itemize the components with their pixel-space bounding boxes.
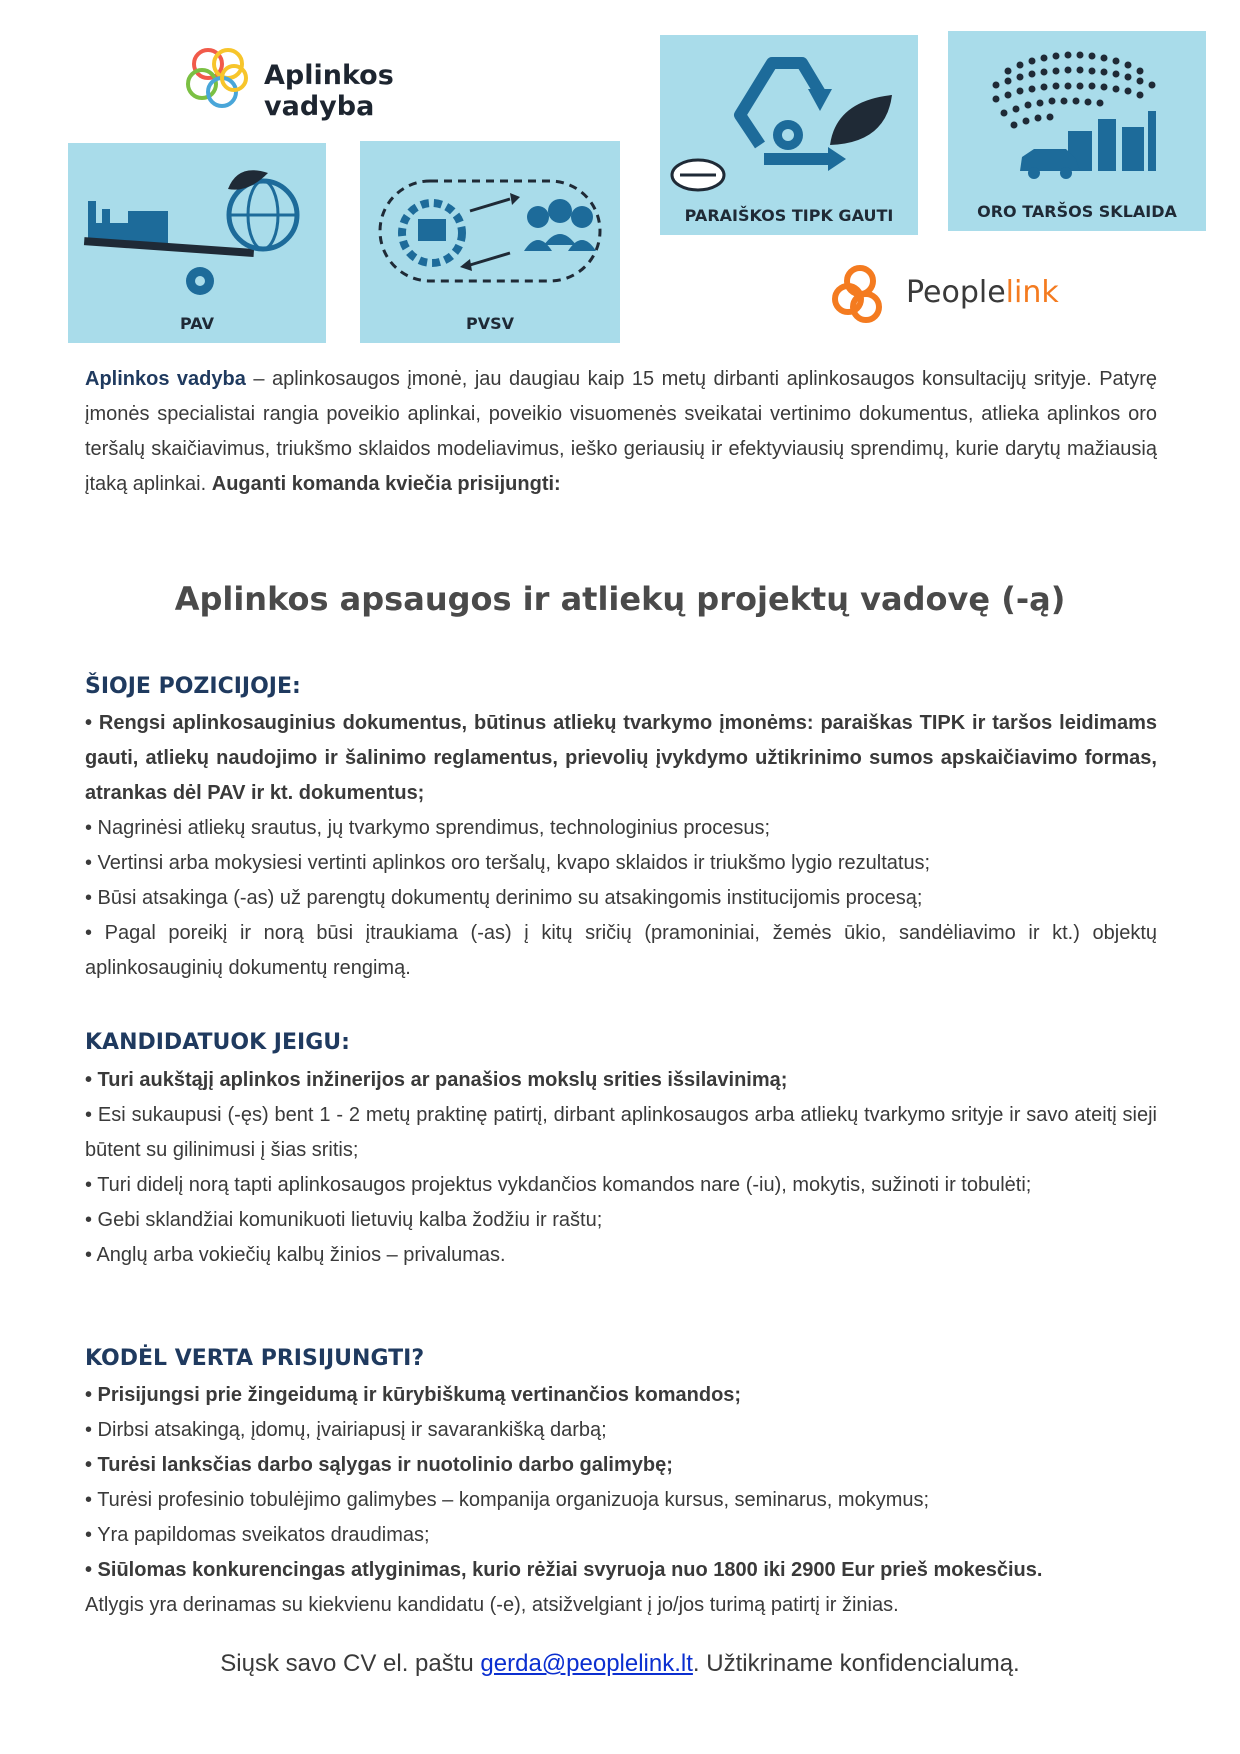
list-item: • Esi sukaupusi (-ęs) bent 1 - 2 metų praktinę patirtį, dirbant aplinkosaugos arba atliekų tvarkymo srityje ir savo ateitį sieji būtent su gilinimusi į šias sritis; (85, 1104, 1157, 1161)
intro-paragraph (85, 362, 1157, 502)
tile-caption: PVSV (465, 314, 514, 333)
peoplelink-logo (832, 265, 1092, 325)
list-item: • Turėsi lanksčias darbo sąlygas ir nuotolinio darbo galimybę; (85, 1454, 673, 1476)
tile-paraiskos (660, 35, 918, 235)
air-pollution-dots-icon (948, 31, 1206, 191)
intro-brand: Aplinkos vadyba (85, 368, 246, 390)
peoplelink-accent: link (1005, 275, 1059, 310)
factory-scale-globe-icon (68, 143, 326, 303)
list-item: • Prisijungsi prie žingeidumą ir kūrybiškumą vertinančios komandos; (85, 1384, 742, 1406)
list-item: • Būsi atsakinga (-as) už parengtų dokumentų derinimo su atsakingomis institucijomis procesą; (85, 887, 923, 909)
email-link[interactable]: gerda@peoplelink.lt (480, 1650, 693, 1677)
footer-contact (0, 1650, 1240, 1678)
section-list-requirements (85, 1063, 1157, 1273)
section-title-requirements: KANDIDATUOK JEIGU: (85, 1030, 350, 1055)
intro-text: – aplinkosaugos įmonė, jau daugiau kaip 15 metų dirbanti aplinkosaugos konsultacijų srityje. Patyrę įmonės specialistai rangia poveikio aplinkai, poveikio visuomenės sveikatai vertinimo dokumentus, atlieka aplinkos oro teršalų skaičiavimus, triukšmo sklaidos modeliavimus, ieško geriausių ir efektyviausių sprendimų, kurie darytų mažiausią įtaką aplinkai. (85, 368, 1158, 495)
flower-logo-icon (180, 40, 256, 116)
section-list-benefits (85, 1378, 1157, 1623)
list-item: • Pagal poreikį ir norą būsi įtraukiama (-as) į kitų sričių (pramoniniai, žemės ūkio, sandėliavimo ir kt.) objektų aplinkosauginių dokumentų rengimą. (85, 922, 1157, 979)
tile-pav (68, 143, 326, 343)
tile-pvsv (360, 141, 620, 343)
footer-text-after: . Užtikriname konfidencialumą. (692, 1650, 1020, 1677)
factory-people-cycle-icon (360, 141, 620, 306)
list-item: • Yra papildomas sveikatos draudimas; (85, 1524, 430, 1546)
tile-oro-tarsos (948, 31, 1206, 231)
tile-caption: ORO TARŠOS SKLAIDA (977, 202, 1177, 221)
section-title-position: ŠIOJE POZICIJOJE: (85, 674, 301, 699)
recycle-leaf-icon (660, 35, 918, 195)
peoplelink-prefix: People (906, 275, 1006, 310)
footer-text-before: Siųsk savo CV el. paštu (220, 1650, 481, 1677)
list-item: • Dirbsi atsakingą, įdomų, įvairiapusį ir savarankišką darbą; (85, 1419, 607, 1441)
tile-caption: PARAIŠKOS TIPK GAUTI (684, 206, 894, 225)
list-item: Atlygis yra derinamas su kiekvienu kandidatu (-e), atsižvelgiant į jo/jos turimą patirtį ir žinias. (85, 1594, 899, 1616)
list-item: • Siūlomas konkurencingas atlyginimas, kurio rėžiai svyruoja nuo 1800 iki 2900 Eur prieš mokesčius. (85, 1559, 1043, 1581)
list-item: • Turi aukštąjį aplinkos inžinerijos ar panašios mokslų srities išsilavinimą; (85, 1069, 788, 1091)
peoplelink-mark-icon (832, 265, 888, 323)
list-item: • Anglų arba vokiečių kalbų žinios – privalumas. (85, 1244, 506, 1266)
brand-name: Aplinkos vadyba (264, 60, 394, 122)
intro-call-to-join: Auganti komanda kviečia prisijungti: (211, 473, 561, 495)
list-item: • Turėsi profesinio tobulėjimo galimybes – kompanija organizuoja kursus, seminarus, mokymus; (85, 1489, 930, 1511)
job-title: Aplinkos apsaugos ir atliekų projektų vadovę (-ą) (174, 580, 1066, 618)
list-item: • Turi didelį norą tapti aplinkosaugos projektus vykdančios komandos nare (-iu), mokytis, sužinoti ir tobulėti; (85, 1174, 1032, 1196)
aplinkos-vadyba-logo (180, 40, 510, 122)
list-item: • Rengsi aplinkosauginius dokumentus, būtinus atliekų tvarkymo įmonėms: paraiškas TIPK ir taršos leidimams gauti, atliekų naudojimo ir šalinimo reglamentus, prievolių įvykdymo užtikrinimo sumos apskaičiavimo formas, atrankas dėl PAV ir kt. dokumentus; (85, 712, 1157, 804)
tile-caption: PAV (180, 314, 214, 333)
section-list-position (85, 706, 1157, 986)
list-item: • Vertinsi arba mokysiesi vertinti aplinkos oro teršalų, kvapo sklaidos ir triukšmo lygio rezultatus; (85, 852, 931, 874)
list-item: • Nagrinėsi atliekų srautus, jų tvarkymo sprendimus, technologinius procesus; (85, 817, 771, 839)
peoplelink-wordmark (906, 275, 1059, 310)
list-item: • Gebi sklandžiai komunikuoti lietuvių kalba žodžiu ir raštu; (85, 1209, 603, 1231)
section-title-benefits: KODĖL VERTA PRISIJUNGTI? (85, 1346, 425, 1371)
